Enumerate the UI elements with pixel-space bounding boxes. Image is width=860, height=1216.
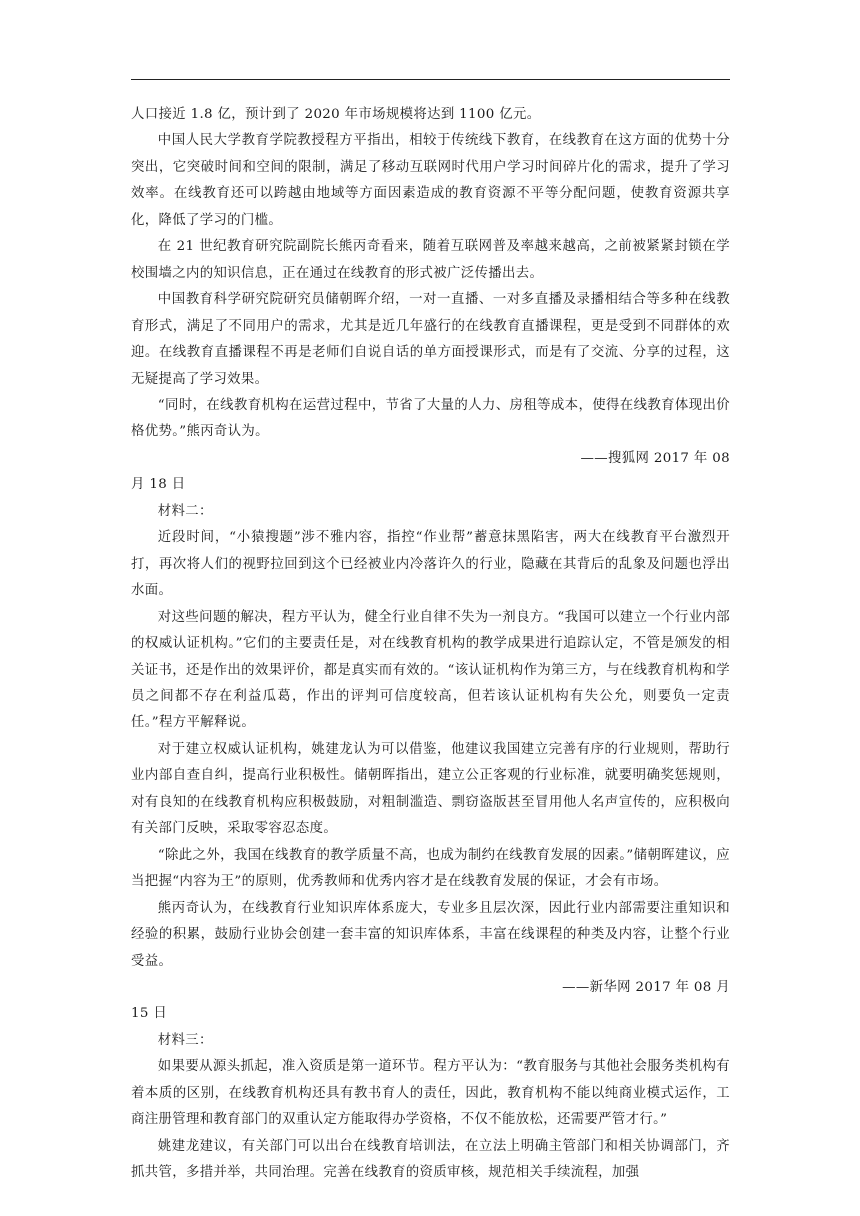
paragraph: 中国教育科学研究院研究员储朝晖介绍，一对一直播、一对多直播及录播相结合等多种在线教育形式，满足了不同用户的需求，尤其是近几年盛行的在线教育直播课程，更是受到不同群体的欢迎。在线教育直播课程不再是老师们自说自话的单方面授课形式，而是有了交流、分享的过程，这无疑提高了学习效果。: [131, 292, 730, 387]
document-body: [131, 102, 730, 1187]
header-rule: [131, 79, 730, 80]
paragraph: 中国人民大学教育学院教授程方平指出，相较于传统线下教育，在线教育在这方面的优势十分突出，它突破时间和空间的限制，满足了移动互联网时代用户学习时间碎片化的需求，提升了学习效率。在线教育还可以跨越由地域等方面因素造成的教育资源不平等分配问题，使教育资源共享化，降低了学习的门槛。: [131, 133, 730, 228]
paragraph: 对这些问题的解决，程方平认为，健全行业自律不失为一剂良方。“我国可以建立一个行业内部的权威认证机构。”它们的主要责任是，对在线教育机构的教学成果进行追踪认定，不管是颁发的相关证书，还是作出的效果评价，都是真实而有效的。“该认证机构作为第三方，与在线教育机构和学员之间都不存在利益瓜葛，作出的评判可信度较高，但若该认证机构有失公允，则要负一定责任。”程方平解释说。: [131, 609, 730, 731]
source-citation-date: 15 日: [131, 1006, 168, 1022]
paragraph: 近段时间，“小猿搜题”涉不雅内容，指控“作业帮”蓄意抹黑陷害，两大在线教育平台激烈开打，再次将人们的视野拉回到这个已经被业内冷落许久的行业，隐藏在其背后的乱象及问题也浮出水面。: [131, 530, 730, 599]
source-citation: ——新华网 2017 年 08 月: [562, 979, 730, 995]
paragraph: 姚建龙建议，有关部门可以出台在线教育培训法，在立法上明确主管部门和相关协调部门，齐抓共管，多措并举，共同治理。完善在线教育的资质审核，规范相关手续流程，加强: [131, 1138, 730, 1181]
paragraph: 在 21 世纪教育研究院副院长熊丙奇看来，随着互联网普及率越来越高，之前被紧紧封锁在学校围墙之内的知识信息，正在通过在线教育的形式被广泛传播出去。: [131, 239, 730, 281]
paragraph: 熊丙奇认为，在线教育行业知识库体系庞大，专业多且层次深，因此行业内部需要注重知识和经验的积累，鼓励行业协会创建一套丰富的知识库体系，丰富在线课程的种类及内容，让整个行业受益。: [131, 900, 730, 969]
paragraph: 对于建立权威认证机构，姚建龙认为可以借鉴，他建议我国建立完善有序的行业规则，帮助行业内部自查自纠，提高行业积极性。储朝晖指出，建立公正客观的行业标准，就要明确奖惩规则，对有良知的在线教育机构应积极鼓励，对粗制滥造、剽窃盗版甚至冒用他人名声宣传的，应积极向有关部门反映，采取零容忍态度。: [131, 741, 730, 837]
paragraph: “除此之外，我国在线教育的教学质量不高，也成为制约在线教育发展的因素。”储朝晖建议，应当把握“内容为王”的原则，优秀教师和优秀内容才是在线教育发展的保证，才会有市场。: [131, 847, 730, 890]
paragraph: “同时，在线教育机构在运营过程中，节省了大量的人力、房租等成本，使得在线教育体现出价格优势。”熊丙奇认为。: [131, 397, 730, 440]
paragraph: 如果要从源头抓起，准入资质是第一道环节。程方平认为：“教育服务与其他社会服务类机构有着本质的区别，在线教育机构还具有教书育人的责任，因此，教育机构不能以纯商业模式运作，工商注册管理和教育部门的双重认定方能取得办学资格，不仅不能放松，还需要严管才行。”: [131, 1059, 730, 1128]
section-heading: 材料二：: [157, 503, 213, 519]
source-citation: ——搜狐网 2017 年 08: [580, 450, 730, 466]
section-heading: 材料三：: [157, 1032, 213, 1048]
source-citation-date: 月 18 日: [131, 477, 186, 493]
paragraph: 人口接近 1.8 亿，预计到了 2020 年市场规模将达到 1100 亿元。: [131, 107, 541, 122]
